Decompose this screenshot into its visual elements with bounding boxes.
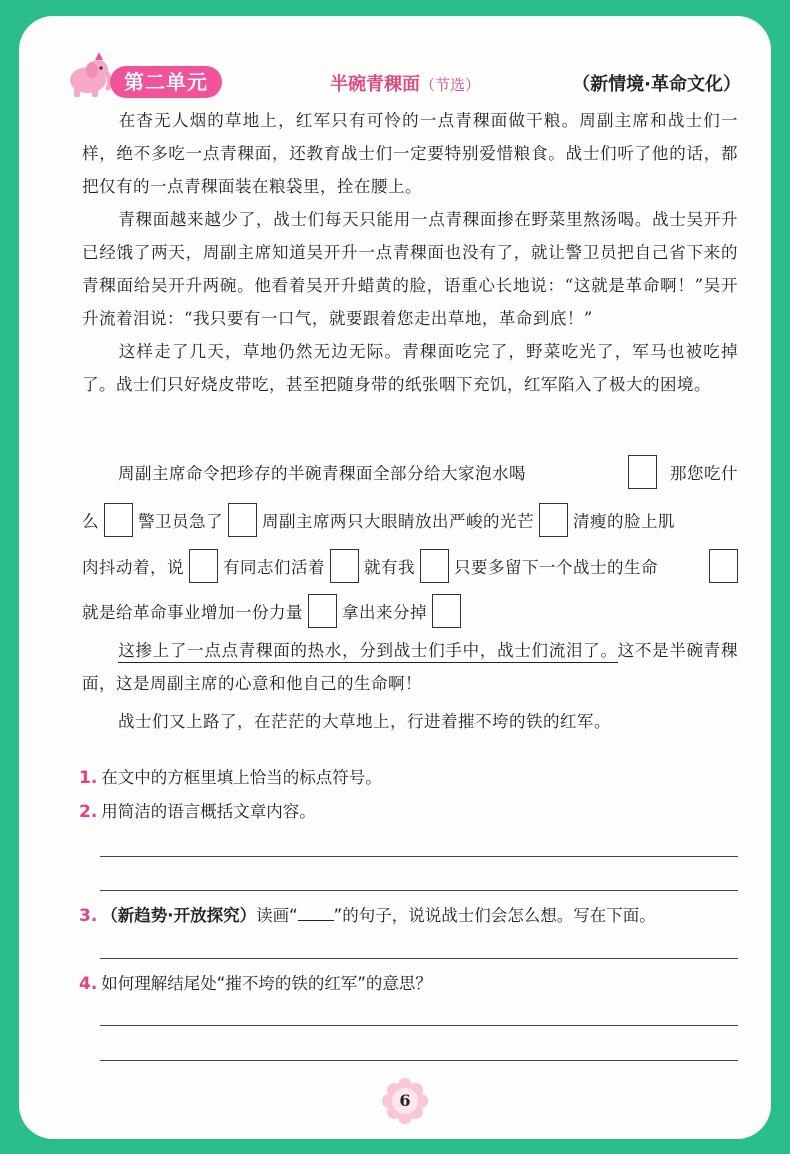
answer-line[interactable]: [100, 856, 738, 857]
story-paragraph-2: 青稞面越来越少了，战士们每天只能用一点青稞面掺在野菜里熬汤喝。战士吴开升已经饿了两天，周副主席知道吴开升一点青稞面也没有了，就让警卫员把自己省下来的青稞面给吴开升两碗。他看着吴开升蜡黄的脸，语重心长地说：“这就是革命啊！”吴开升流着泪说：“我只要有一口气，就要跟着您走出草地，革命到底！”: [82, 210, 738, 328]
question-3: 3. （新趋势·开放探究）读画“ ”的句子，说说战士们会怎么想。写在下面。: [79, 906, 656, 926]
punctuation-box-10[interactable]: [432, 594, 461, 628]
punctuation-box-8[interactable]: [709, 549, 738, 583]
passage-title-sub: （节选）: [420, 76, 481, 94]
unit-label: 第二单元: [110, 66, 222, 98]
story-paragraph-5: 这掺上了一点点青稞面的热水，分到战士们手中，战士们流泪了。这不是半碗青稞面，这是周副主席的心意和他自己的生命啊！: [82, 641, 739, 693]
punctuation-box-7[interactable]: [420, 549, 449, 583]
story-paragraph-4-line-1: 周副主席命令把珍存的半碗青稞面全部分给大家泡水喝 那您吃什: [82, 447, 738, 497]
punctuation-box-6[interactable]: [330, 549, 359, 583]
answer-line[interactable]: [100, 1060, 738, 1061]
punctuation-box-2[interactable]: [104, 503, 133, 537]
category-tag: （新情境·革命文化）: [572, 74, 741, 95]
question-1: 1. 在文中的方框里填上恰当的标点符号。: [79, 768, 382, 788]
punctuation-box-4[interactable]: [539, 503, 568, 537]
story-paragraph-4-line-3: 肉抖动着，说 有同志们活着 就有我 只要多留下一个战士的生命: [82, 541, 738, 591]
story-paragraph-3: 这样走了几天，草地仍然无边无际。青稞面吃完了，野菜吃光了，军马也被吃掉了。战士们只好烧皮带吃，甚至把随身带的纸张咽下充饥，红军陷入了极大的困境。: [82, 342, 738, 394]
question-4: 4. 如何理解结尾处“摧不垮的铁的红军”的意思？: [79, 974, 432, 994]
story-paragraph-6: 战士们又上路了，在茫茫的大草地上，行进着摧不垮的铁的红军。: [118, 712, 611, 731]
answer-line[interactable]: [100, 1025, 738, 1026]
story-paragraph-4-line-2: 么 警卫员急了 周副主席两只大眼睛放出严峻的光芒 清瘦的脸上肌: [82, 495, 738, 545]
story-paragraph-1: 在杳无人烟的草地上，红军只有可怜的一点青稞面做干粮。周副主席和战士们一样，绝不多吃一点青稞面，还教育战士们一定要特别爱惜粮食。战士们听了他的话，都把仅有的一点青稞面装在粮袋里，拴在腰上。: [82, 111, 738, 196]
blank-line: [298, 905, 334, 921]
question-2: 2. 用简洁的语言概括文章内容。: [79, 802, 316, 822]
underlined-sentence: 这掺上了一点点青稞面的热水，分到战士们手中，战士们流泪了。: [118, 641, 618, 663]
punctuation-box-9[interactable]: [308, 594, 337, 628]
story-paragraph-4-line-4: 就是给革命事业增加一份力量 拿出来分掉: [82, 586, 738, 636]
elephant-icon: [62, 50, 112, 98]
punctuation-box-1[interactable]: [628, 455, 657, 489]
punctuation-box-3[interactable]: [228, 503, 257, 537]
passage-title-main: 半碗青稞面: [330, 74, 420, 95]
passage-title: [330, 70, 480, 96]
punctuation-box-5[interactable]: [189, 549, 218, 583]
page-header: [0, 0, 790, 110]
answer-line[interactable]: [100, 958, 738, 959]
page-number: 6: [380, 1076, 430, 1126]
answer-line[interactable]: [100, 890, 738, 891]
